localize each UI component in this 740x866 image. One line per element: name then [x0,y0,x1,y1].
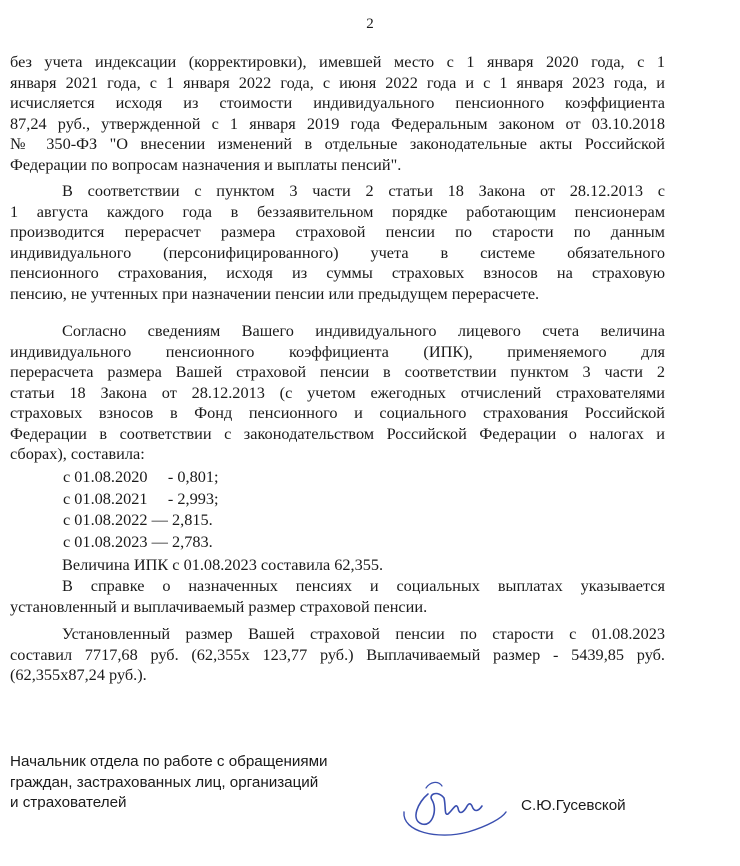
paragraph-3 [10,321,665,465]
paragraph-2 [10,181,665,304]
signatory-title-line: граждан, застрахованных лиц, организаций [10,773,319,791]
text-line: 1 августа каждого года в беззаявительном порядке работающим пенсионерам [10,201,665,221]
text-line: статьи 18 Закона от 28.12.2013 (с учетом ежегодных отчислений страхователями [10,382,665,402]
signatory-title [10,752,328,814]
ipk-total: Величина ИПК с 01.08.2023 составила 62,355. [62,555,384,574]
text-line: января 2021 года, с 1 января 2022 года, с июня 2022 года и с 1 января 2023 года, и [10,72,665,92]
text-line: без учета индексации (корректировки), имевшей место с 1 января 2020 года, с 1 [10,52,665,71]
signatory-title-line: Начальник отдела по работе с обращениями [10,753,328,770]
text-line: пенсионного страхования, исходя из суммы страховых взносов на страховую [10,263,665,282]
text-line: сборах), составила: [10,444,145,463]
signatory-title-line: и страхователей [10,794,127,811]
text-line: производится перерасчет размера страховой пенсии по старости по данным [10,222,665,241]
text-line: составил 7717,68 руб. (62,355х 123,77 руб.) Выплачиваемый размер - 5439,85 руб. [10,644,665,664]
text-line: перерасчета размера Вашей страховой пенсии в соответствии пунктом 3 части 2 [10,362,665,381]
text-line: исчисляется исходя из стоимости индивидуального пенсионного коэффициента [10,93,665,112]
text-line: пенсию, не учтенных при назначении пенсии или предыдущем перерасчете. [10,283,540,303]
text-line: установленный и выплачиваемый размер страховой пенсии. [10,596,428,616]
text-line: Федерации по вопросам назначения и выплаты пенсий". [10,154,402,174]
text-line: индивидуального (персонифицированного) учета в системе обязательного [10,242,665,262]
list-item: с 01.08.2022 — 2,815. [63,510,213,529]
paragraph-1 [10,52,665,175]
text-line: В соответствии с пунктом 3 части 2 статьи 18 Закона от 28.12.2013 с [62,181,665,200]
text-line: Федерации в соответствии с законодательством Российской Федерации о налогах и [10,423,665,443]
text-line: Согласно сведениям Вашего индивидуального лицевого счета величина [62,321,665,340]
text-line: 87,24 руб., утвержденной с 1 января 2019 года Федеральным законом от 03.10.2018 [10,113,665,133]
ipk-list [63,466,219,552]
signer-name: С.Ю.Гусевской [521,797,626,814]
text-line: индивидуального пенсионного коэффициента (ИПК), применяемого для [10,341,665,361]
list-item: с 01.08.2021 - 2,993; [63,488,219,508]
paragraph-4 [10,576,665,617]
paragraph-5 [10,624,665,686]
text-line: В справке о назначенных пенсиях и социальных выплатах указывается [62,576,665,595]
handwritten-signature [398,772,510,842]
text-line: (62,355х87,24 руб.). [10,665,147,684]
text-line: № 350-ФЗ "О внесении изменений в отдельные законодательные акты Российской [10,134,665,153]
text-line: Установленный размер Вашей страховой пенсии по старости с 01.08.2023 [62,624,665,643]
list-item: с 01.08.2020 - 0,801; [63,467,219,486]
list-item: с 01.08.2023 — 2,783. [63,531,213,551]
text-line: страховых взносов в Фонд пенсионного и социального страхования Российской [10,403,665,422]
page-number: 2 [366,16,374,32]
